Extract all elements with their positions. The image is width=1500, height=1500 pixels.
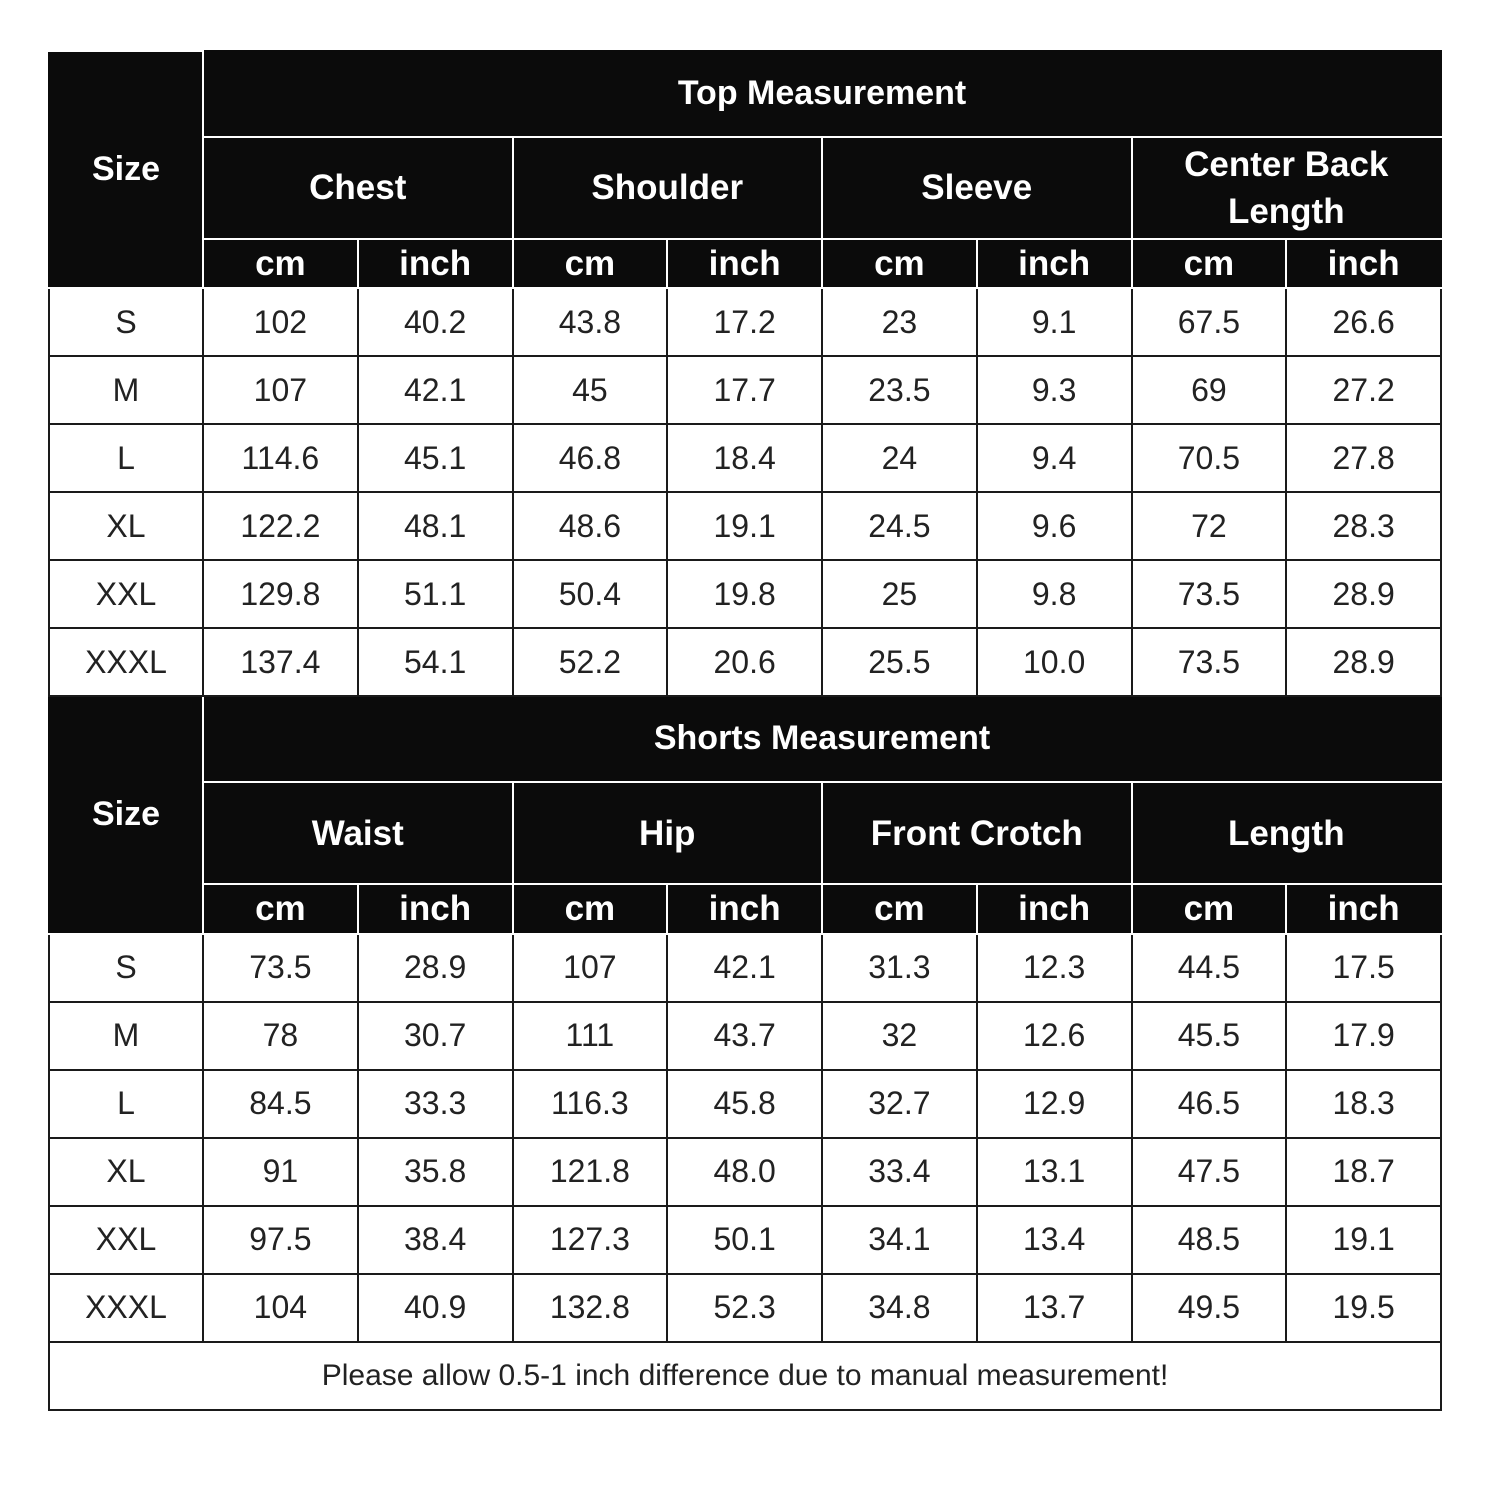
value-cell: 34.8 (822, 1274, 977, 1342)
value-cell: 30.7 (358, 1002, 513, 1070)
value-cell: 40.9 (358, 1274, 513, 1342)
shorts-unit-cm: cm (822, 884, 977, 933)
shorts-header (49, 696, 1441, 933)
shorts-unit-inch: inch (977, 884, 1132, 933)
top-unit-inch: inch (358, 239, 513, 288)
top-unit-cm: cm (513, 239, 668, 288)
value-cell: 104 (203, 1274, 358, 1342)
size-cell: L (49, 424, 203, 492)
size-cell: XXXL (49, 1274, 203, 1342)
value-cell: 50.1 (667, 1206, 822, 1274)
value-cell: 33.4 (822, 1138, 977, 1206)
size-cell: XXL (49, 560, 203, 628)
size-cell: M (49, 356, 203, 424)
value-cell: 70.5 (1132, 424, 1287, 492)
top-group-sleeve: Sleeve (822, 137, 1132, 239)
value-cell: 19.1 (1286, 1206, 1441, 1274)
value-cell: 13.4 (977, 1206, 1132, 1274)
value-cell: 24.5 (822, 492, 977, 560)
value-cell: 12.6 (977, 1002, 1132, 1070)
value-cell: 47.5 (1132, 1138, 1287, 1206)
top-header (49, 51, 1441, 288)
value-cell: 43.8 (513, 288, 668, 356)
size-chart-table (48, 50, 1442, 1411)
value-cell: 31.3 (822, 934, 977, 1002)
value-cell: 12.3 (977, 934, 1132, 1002)
value-cell: 9.8 (977, 560, 1132, 628)
value-cell: 137.4 (203, 628, 358, 696)
value-cell: 17.9 (1286, 1002, 1441, 1070)
shorts-unit-cm: cm (1132, 884, 1287, 933)
value-cell: 91 (203, 1138, 358, 1206)
value-cell: 52.2 (513, 628, 668, 696)
value-cell: 25.5 (822, 628, 977, 696)
top-unit-inch: inch (667, 239, 822, 288)
value-cell: 13.1 (977, 1138, 1132, 1206)
value-cell: 9.4 (977, 424, 1132, 492)
value-cell: 121.8 (513, 1138, 668, 1206)
size-cell: XL (49, 1138, 203, 1206)
table-row (49, 356, 1441, 424)
value-cell: 12.9 (977, 1070, 1132, 1138)
value-cell: 40.2 (358, 288, 513, 356)
top-title: Top Measurement (203, 51, 1441, 137)
value-cell: 38.4 (358, 1206, 513, 1274)
value-cell: 32 (822, 1002, 977, 1070)
value-cell: 20.6 (667, 628, 822, 696)
table-row (49, 1206, 1441, 1274)
shorts-unit-inch: inch (1286, 884, 1441, 933)
shorts-unit-cm: cm (513, 884, 668, 933)
shorts-group-front-crotch: Front Crotch (822, 782, 1132, 884)
table-row (49, 1070, 1441, 1138)
value-cell: 19.1 (667, 492, 822, 560)
table-row (49, 1274, 1441, 1342)
value-cell: 32.7 (822, 1070, 977, 1138)
value-cell: 48.0 (667, 1138, 822, 1206)
size-cell: L (49, 1070, 203, 1138)
size-chart (48, 50, 1440, 1411)
value-cell: 73.5 (1132, 560, 1287, 628)
value-cell: 35.8 (358, 1138, 513, 1206)
value-cell: 34.1 (822, 1206, 977, 1274)
top-unit-cm: cm (822, 239, 977, 288)
shorts-group-length: Length (1132, 782, 1442, 884)
value-cell: 46.8 (513, 424, 668, 492)
note-row (49, 1342, 1441, 1410)
size-cell: XL (49, 492, 203, 560)
value-cell: 45.1 (358, 424, 513, 492)
table-row (49, 288, 1441, 356)
table-row (49, 628, 1441, 696)
shorts-size-header: Size (49, 696, 203, 933)
value-cell: 18.4 (667, 424, 822, 492)
value-cell: 84.5 (203, 1070, 358, 1138)
value-cell: 9.3 (977, 356, 1132, 424)
value-cell: 28.3 (1286, 492, 1441, 560)
top-unit-inch: inch (1286, 239, 1441, 288)
top-body (49, 288, 1441, 696)
value-cell: 45 (513, 356, 668, 424)
value-cell: 9.1 (977, 288, 1132, 356)
top-group-shoulder: Shoulder (513, 137, 823, 239)
value-cell: 28.9 (1286, 628, 1441, 696)
shorts-group-hip: Hip (513, 782, 823, 884)
top-group-chest: Chest (203, 137, 513, 239)
value-cell: 129.8 (203, 560, 358, 628)
value-cell: 46.5 (1132, 1070, 1287, 1138)
top-unit-inch: inch (977, 239, 1132, 288)
value-cell: 73.5 (203, 934, 358, 1002)
value-cell: 17.7 (667, 356, 822, 424)
top-group-center-back-length: Center Back Length (1132, 137, 1442, 239)
size-cell: M (49, 1002, 203, 1070)
size-cell: XXXL (49, 628, 203, 696)
value-cell: 69 (1132, 356, 1287, 424)
value-cell: 19.8 (667, 560, 822, 628)
value-cell: 33.3 (358, 1070, 513, 1138)
value-cell: 102 (203, 288, 358, 356)
shorts-unit-cm: cm (203, 884, 358, 933)
top-unit-cm: cm (1132, 239, 1287, 288)
measurement-note: Please allow 0.5-1 inch difference due to manual measurement! (49, 1342, 1441, 1410)
top-unit-cm: cm (203, 239, 358, 288)
value-cell: 51.1 (358, 560, 513, 628)
shorts-unit-inch: inch (358, 884, 513, 933)
value-cell: 42.1 (667, 934, 822, 1002)
table-row (49, 934, 1441, 1002)
size-cell: XXL (49, 1206, 203, 1274)
value-cell: 73.5 (1132, 628, 1287, 696)
shorts-title: Shorts Measurement (203, 696, 1441, 782)
shorts-body (49, 934, 1441, 1410)
value-cell: 50.4 (513, 560, 668, 628)
value-cell: 25 (822, 560, 977, 628)
value-cell: 132.8 (513, 1274, 668, 1342)
value-cell: 17.5 (1286, 934, 1441, 1002)
table-row (49, 424, 1441, 492)
value-cell: 48.6 (513, 492, 668, 560)
value-cell: 67.5 (1132, 288, 1287, 356)
table-row (49, 1002, 1441, 1070)
value-cell: 19.5 (1286, 1274, 1441, 1342)
value-cell: 44.5 (1132, 934, 1287, 1002)
value-cell: 78 (203, 1002, 358, 1070)
value-cell: 27.8 (1286, 424, 1441, 492)
value-cell: 43.7 (667, 1002, 822, 1070)
table-row (49, 1138, 1441, 1206)
value-cell: 45.5 (1132, 1002, 1287, 1070)
value-cell: 17.2 (667, 288, 822, 356)
shorts-unit-inch: inch (667, 884, 822, 933)
value-cell: 26.6 (1286, 288, 1441, 356)
table-row (49, 492, 1441, 560)
value-cell: 10.0 (977, 628, 1132, 696)
value-cell: 48.5 (1132, 1206, 1287, 1274)
size-cell: S (49, 288, 203, 356)
value-cell: 122.2 (203, 492, 358, 560)
value-cell: 48.1 (358, 492, 513, 560)
table-row (49, 560, 1441, 628)
value-cell: 24 (822, 424, 977, 492)
value-cell: 49.5 (1132, 1274, 1287, 1342)
shorts-group-waist: Waist (203, 782, 513, 884)
value-cell: 111 (513, 1002, 668, 1070)
value-cell: 127.3 (513, 1206, 668, 1274)
value-cell: 52.3 (667, 1274, 822, 1342)
top-size-header: Size (49, 51, 203, 288)
value-cell: 18.7 (1286, 1138, 1441, 1206)
value-cell: 116.3 (513, 1070, 668, 1138)
value-cell: 28.9 (1286, 560, 1441, 628)
value-cell: 114.6 (203, 424, 358, 492)
value-cell: 23.5 (822, 356, 977, 424)
value-cell: 54.1 (358, 628, 513, 696)
value-cell: 107 (513, 934, 668, 1002)
value-cell: 13.7 (977, 1274, 1132, 1342)
value-cell: 18.3 (1286, 1070, 1441, 1138)
value-cell: 23 (822, 288, 977, 356)
value-cell: 45.8 (667, 1070, 822, 1138)
value-cell: 28.9 (358, 934, 513, 1002)
size-cell: S (49, 934, 203, 1002)
value-cell: 97.5 (203, 1206, 358, 1274)
value-cell: 42.1 (358, 356, 513, 424)
value-cell: 72 (1132, 492, 1287, 560)
value-cell: 107 (203, 356, 358, 424)
value-cell: 9.6 (977, 492, 1132, 560)
value-cell: 27.2 (1286, 356, 1441, 424)
